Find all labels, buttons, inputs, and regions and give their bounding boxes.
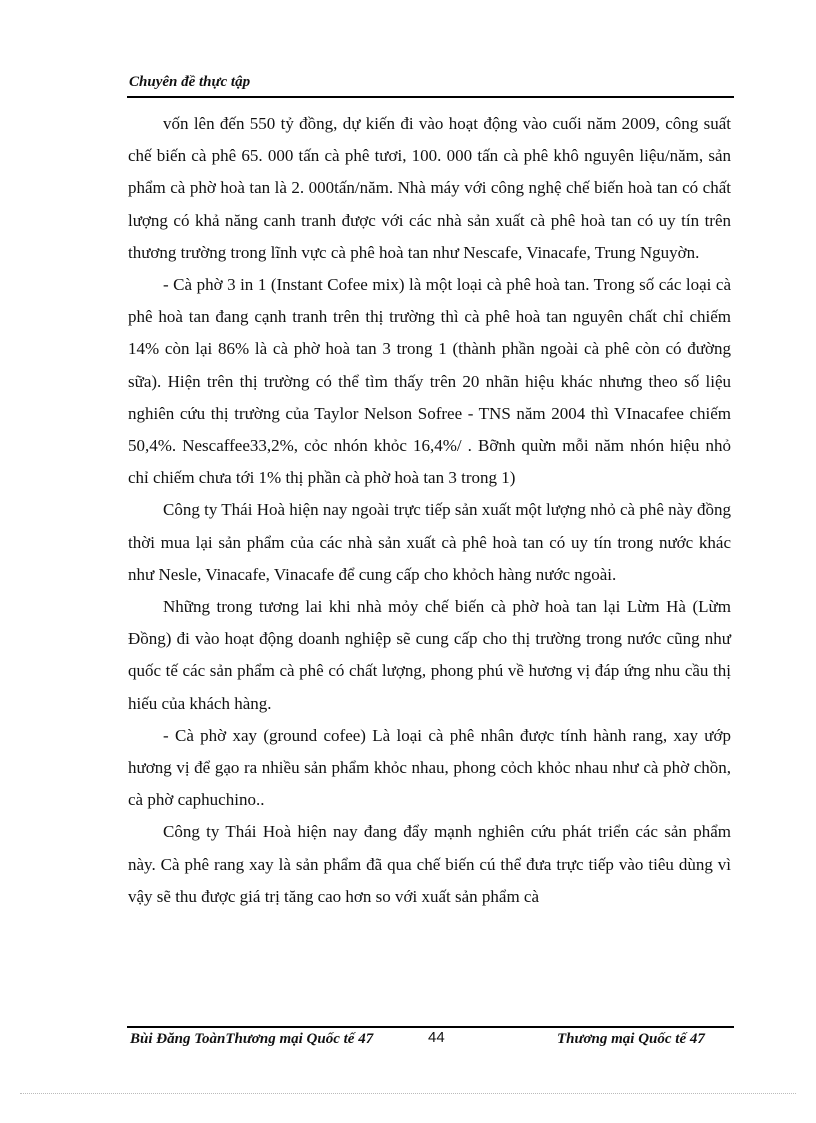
- page-header-title: Chuyên đề thực tập: [129, 74, 251, 90]
- paragraph: vốn lên đến 550 tỷ đồng, dự kiến đi vào hoạt động vào cuối năm 2009, công suất chế biến cà phê 65. 000 tấn cà phê tươi, 100. 000 tấn cà phê khô nguyên liệu/năm, sản phẩm cà phờ hoà tan là 2. 000tấn/năm. Nhà máy với công nghệ chế biến hoà tan có chất lượng có khả năng canh tranh được với các nhà sản xuất cà phê hoà tan có uy tín trên thương trường trong lĩnh vực cà phê hoà tan như Nescafe, Vinacafe, Trung Nguyờn.: [128, 114, 731, 262]
- footer-department: Thương mại Quốc tế 47: [557, 1031, 705, 1047]
- paragraph: Công ty Thái Hoà hiện nay ngoài trực tiếp sản xuất một lượng nhỏ cà phê này đồng thời mua lại sản phẩm của các nhà sản xuất cà phê hoà tan có uy tín trong nước khác như Nesle, Vinacafe, Vinacafe để cung cấp cho khỏch hàng nước ngoài.: [128, 500, 731, 584]
- footer-rule: [127, 1026, 734, 1028]
- paragraph: - Cà phờ xay (ground cofee) Là loại cà phê nhân được tính hành rang, xay ướp hương vị để gạo ra nhiều sản phẩm khỏc nhau, phong cỏch khỏc nhau như cà phờ chồn, cà phờ caphuchino..: [128, 725, 731, 810]
- paragraph: - Cà phờ 3 in 1 (Instant Cofee mix) là một loại cà phê hoà tan. Trong số các loại cà phê hoà tan đang cạnh tranh trên thị trường thì cà phê hoà tan nguyên chất chỉ chiếm 14% còn lại 86% là cà phờ hoà tan 3 trong 1 (thành phần ngoài cà phê còn có đường sữa). Hiện trên thị trường có thể tìm thấy trên 20 nhãn hiệu khác nhưng theo số liệu nghiên cứu thị trường của Taylor Nelson Sofree - TNS năm 2004 thì VInacafee chiếm 50,4%. Nescaffee33,2%, cỏc nhón khỏc 16,4%/ . Bỡnh quừn mỗi năm nhón hiệu nhỏ chỉ chiếm chưa tới 1% thị phần cà phờ hoà tan 3 trong 1): [128, 275, 731, 488]
- footer-author: Bùi Đăng ToànThương mại Quốc tế 47: [130, 1031, 374, 1047]
- body-text: [128, 108, 731, 913]
- page-number: 44: [428, 1029, 445, 1046]
- header-rule: [127, 96, 734, 98]
- paragraph: Công ty Thái Hoà hiện nay đang đẩy mạnh nghiên cứu phát triển các sản phẩm này. Cà phê rang xay là sản phẩm đã qua chế biến cú thể đưa trực tiếp vào tiêu dùng vì vậy sẽ thu được giá trị tăng cao hơn so với xuất sản phẩm cà: [128, 822, 731, 906]
- page-edge: [20, 1093, 796, 1094]
- paragraph: Những trong tương lai khi nhà mỏy chế biến cà phờ hoà tan lại Lừm Hà (Lừm Đồng) đi vào hoạt động doanh nghiệp sẽ cung cấp cho thị trường trong nước cũng như quốc tế các sản phẩm cà phê có chất lượng, phong phú về hương vị đáp ứng nhu cầu thị hiếu của khách hàng.: [128, 597, 731, 713]
